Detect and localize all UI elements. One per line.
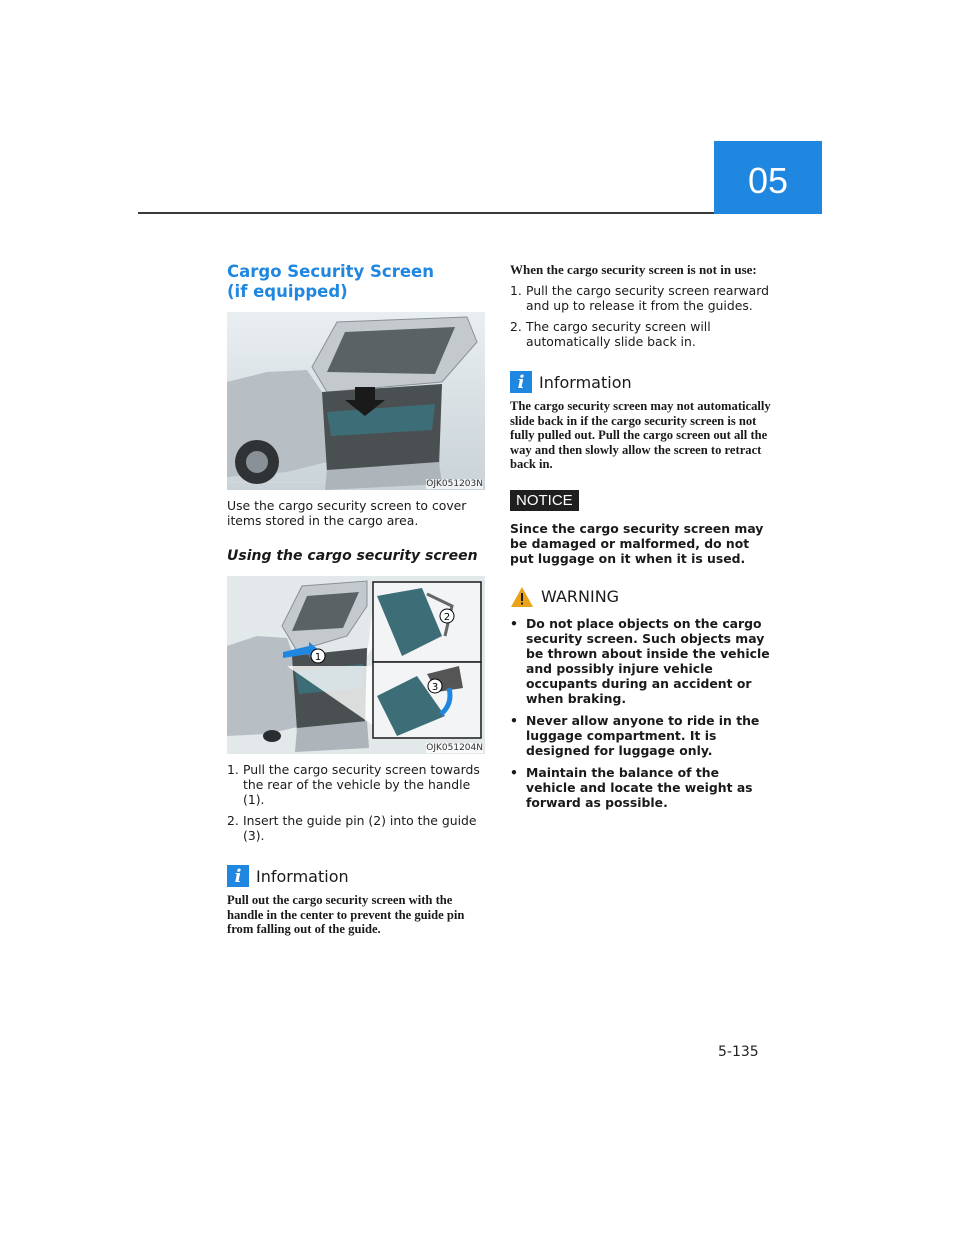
bullet: • bbox=[510, 712, 518, 728]
callout-2: 2 bbox=[443, 612, 451, 623]
info-icon: i bbox=[510, 371, 532, 393]
info-header bbox=[510, 371, 772, 393]
left-column bbox=[227, 262, 485, 937]
warning-title: WARNING bbox=[541, 587, 620, 607]
info-text: The cargo security screen may not automatically slide back in if the cargo security screen is not fully pulled out. Pull the cargo screen out all the way and then slowly allow the screen to retract back in. bbox=[510, 399, 771, 472]
info-header bbox=[227, 865, 485, 887]
warning-icon bbox=[510, 586, 534, 608]
step-text: The cargo security screen will automatically slide back in. bbox=[526, 319, 711, 349]
subheading: Using the cargo security screen bbox=[227, 548, 478, 564]
step-number: 2. bbox=[227, 813, 239, 828]
list-item bbox=[510, 283, 772, 313]
warning-header bbox=[510, 586, 772, 608]
step-text: Pull the cargo security screen rearward and up to release it from the guides. bbox=[526, 283, 770, 313]
notice-badge: NOTICE bbox=[510, 490, 579, 511]
info-title: Information bbox=[256, 866, 349, 886]
section-title-line1: Cargo Security Screen bbox=[227, 262, 434, 281]
install-steps bbox=[227, 762, 485, 843]
right-column bbox=[510, 262, 772, 817]
section-title-line2: (if equipped) bbox=[227, 282, 348, 301]
car-trunk-illustration bbox=[227, 312, 485, 490]
notice-text: Since the cargo security screen may be damaged or malformed, do not put luggage on it when it is used. bbox=[510, 520, 764, 566]
step-text: Pull the cargo security screen towards the rear of the vehicle by the handle (1). bbox=[243, 762, 480, 807]
install-illustration bbox=[227, 576, 485, 754]
list-item bbox=[510, 765, 772, 810]
list-item bbox=[510, 616, 772, 706]
chapter-tab: 05 bbox=[714, 141, 822, 214]
figure-cargo-screen-install bbox=[227, 576, 485, 754]
bullet: • bbox=[510, 764, 518, 780]
not-in-use-heading: When the cargo security screen is not in use: bbox=[510, 262, 757, 277]
warning-text: Never allow anyone to ride in the luggage compartment. It is designed for luggage only. bbox=[526, 712, 760, 758]
info-text: Pull out the cargo security screen with the handle in the center to prevent the guide pin from falling out of the guide. bbox=[227, 893, 465, 937]
section-title bbox=[227, 262, 485, 302]
figure-cargo-screen-overview bbox=[227, 312, 485, 490]
callout-1: 1 bbox=[314, 652, 322, 663]
warning-list bbox=[510, 616, 772, 810]
page-number: 5-135 bbox=[718, 1044, 759, 1060]
info-title: Information bbox=[539, 372, 632, 392]
list-item bbox=[510, 713, 772, 758]
step-text: Insert the guide pin (2) into the guide (3). bbox=[243, 813, 477, 843]
step-number: 1. bbox=[227, 762, 239, 777]
info-icon: i bbox=[227, 865, 249, 887]
list-item bbox=[227, 813, 485, 843]
figure-code: OJK051203N bbox=[426, 479, 483, 489]
list-item bbox=[227, 762, 485, 807]
retract-steps bbox=[510, 283, 772, 349]
figure-code: OJK051204N bbox=[426, 743, 483, 753]
header-rule bbox=[138, 212, 714, 214]
list-item bbox=[510, 319, 772, 349]
warning-text: Maintain the balance of the vehicle and locate the weight as forward as possible. bbox=[526, 764, 753, 810]
step-number: 1. bbox=[510, 283, 522, 298]
callout-3: 3 bbox=[431, 682, 439, 693]
bullet: • bbox=[510, 615, 518, 631]
warning-text: Do not place objects on the cargo security screen. Such objects may be thrown about inside the vehicle and possibly injure vehicle occupants during an accident or when braking. bbox=[526, 615, 770, 706]
intro-text: Use the cargo security screen to cover items stored in the cargo area. bbox=[227, 498, 467, 528]
step-number: 2. bbox=[510, 319, 522, 334]
